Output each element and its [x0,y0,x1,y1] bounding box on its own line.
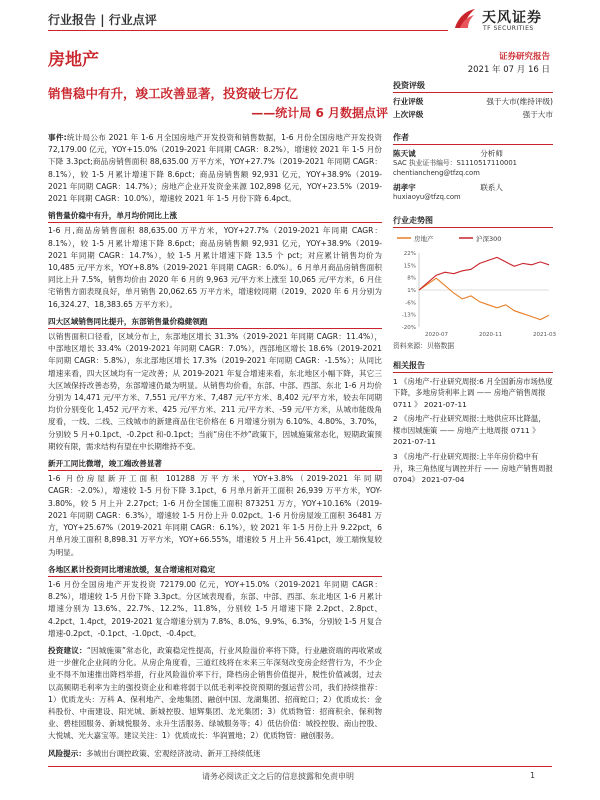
logo-mark-icon [452,6,478,32]
rating-heading: 投资评级 [393,80,553,93]
section-text: 多城出台调控政策、宏观经济波动、新开工持续低迷 [85,748,261,758]
report-type: 证券研究报告 [498,52,550,62]
related-report[interactable]: 2 《房地产-行业研究周报:土地供应环比降温，楼市因城施策 —— 房地产土地周报 0711 》 2021-07-11 [393,414,546,447]
series-line-房地产 [419,278,549,319]
y-tick-label: -13% [401,312,416,319]
industry-rating-row [393,96,553,107]
section-heading: 新开工同比微增，竣工端改善显著 [48,458,382,471]
section-heading: 四大区域销售同比提升，东部销售量价稳健领跑 [48,316,382,329]
prev-rating-row [393,109,553,120]
section-text: 1-6 月份全国房地产开发投资 72179.00 亿元，YOY+15.0%（2019-2021 年同期 CAGR：8.2%），增速较 1-5 月份下降 3.3pct。分区域表现看，东部、中部、西部、东北地区 1-6 月累计增速分别为 13.6%、22.7%、12.2%、11.8%，分别较 1-5 月增速下降 2.2pct、2.8pct、4.2pct、1.4pct，2019-2021 复合增速分别为 7.8%、8.0%、9.9%、6.3%，分别较 1-5 月复合增速-0.2pct、-0.1pct、-1.0pct、-0.4pct。 [48,579,382,638]
author-role: 分析师 [480,149,503,158]
report-title: 销售稳中有升，竣工改善显著，投资破七万亿 [48,86,299,101]
prev-rating-label: 上次评级 [393,110,424,119]
related-heading: 相关报告 [393,360,553,373]
footer-rule [48,766,552,767]
y-tick-label: 1% [407,287,416,294]
category-main: 行业报告 [48,13,97,27]
section-heading: 销售量价稳中有升，单月均价同比上涨 [48,210,382,223]
author-row [393,182,553,193]
section-text: 统计局公布 2021 年 1-6 月全国房地产开发投资和销售数据，1-6 月份全国房地产开发投资 72,179.00 亿元，YOY+15.0%（2019-2021 年同期 CAGR：8.2%），增速较 2021 年 1-5 月份下降 3.3pct;商品房销售面积 88,635.00 万平方米，YOY+27.7%（2019-2021 年同期 CAGR：8.1%），较 1-5 月累计增速下降 8.6pct；商品房销售额 92,931 亿元，YOY+38.9%（2019-2021 年同期 CAGR：14.7%）；房地产企业开发资金来源 102,898 亿元，YOY+23.5%（2019-2021 年同期 CAGR：10.0%），增速较 2021 年 1-5 月份下降 6.4pct。 [48,133,382,204]
section-heading: 各地区累计投资同比增速放缓，复合增速相对稳定 [48,564,382,577]
author-block [393,182,553,203]
author-role: 联系人 [480,183,503,192]
category-separator: | [100,13,105,27]
prev-rating-value: 强于大市 [522,110,553,119]
x-tick-label: 2020-11 [479,331,502,338]
section-recommendation [48,645,382,743]
section-sales [48,210,382,311]
chart-source: 资料来源：贝格数据 [393,341,455,350]
industry-rating-value: 强于大市(维持评级) [486,97,553,106]
section-text: “因城施策”常态化，政策稳定性提高，行业风险溢价率将下降，行业融资端的再收紧或进一步催化企业间的分化。从房企角度看，三道红线将在未来三年深刻改变房企经营行为，不少企业不得不加速推出降档举措，行业风险溢价率下行，降档房企销售价值提升，脱性价值减弱，过去以高频期毛利率为主的强投资企业和难将弱于以低毛利率投资预期的强运营公司，我们持续推荐：1）优质龙头：万科 A、保利地产、金地集团、融创中国、龙湖集团、招商蛇口；2）优质成长：金科股份、中南建设、阳光城、新城控股、旭辉集团、龙光集团；3）优质物管：招商积余、保利物业、碧桂园服务、新城悦服务、永升生活服务、绿城服务等；4）低估价值：城投控股、南山控股、大悦城、光大嘉宝等。建议关注：1）优质成长：华润置地；2）优质物管：融创服务。 [48,645,382,741]
section-text: 以销售面积口径看，区域分布上，东部地区增长 31.3%（2019-2021 年同期 CAGR：11.4%），中部地区增长 33.4%（2019-2021 年同期 CAGR：7.0%），西部地区增长 18.6%（2019-2021 年同期 CAGR：5.8%），东北部地区增长 17.3%（2019-2021 年同期 CAGR：-1.5%）；从同比增速来看，四大区域均有一定改善；从 2019-2021 年复合增速来看，东北地区小幅下降，其它三大区域保持改善态势，东部增速仍最为明显。从销售均价看，东部、中部、西部、东北 1-6 月均价分别为 14,471 元/平方米、7,551 元/平方米、7,487 元/平方米、8,402 元/平方米，较去年同期均价分别变化 1,452 元/平方米、425 元/平方米、211 元/平方米、-59 元/平方米，从城市能级角度看，一线、二线、三线城市的新建商品住宅价格在 6 月增速分别为 6.10%、4.80%、3.70%，分别较 5 月+0.1pct、-0.2pct 和-0.1pct；当前“房住不炒”政策下，因城施策常态化，短期政策预期较有限，需求结构有望在中长期维持不变。 [48,332,382,451]
section-lead: 投资建议： [48,645,87,655]
trend-chart-svg [393,231,556,339]
industry-rating-label: 行业评级 [393,97,424,106]
report-subtitle: ——统计局 6 月数据点评 [251,106,388,120]
sidebar [393,80,556,489]
y-tick-label: -20% [401,324,416,331]
y-tick-label: 8% [407,275,416,282]
y-tick-label: 22% [403,250,416,257]
section-lead: 事件: [48,133,67,142]
category-sub: 行业点评 [108,13,157,27]
author-heading: 作者 [393,132,553,145]
page-number: 1 [530,771,536,780]
sector-title: 房地产 [48,50,99,70]
report-date: 2021 年 07 月 16 日 [467,65,550,75]
x-tick-label: 2020-07 [425,331,448,338]
main-body [48,132,382,765]
author-name: 陈天诚 [393,149,416,158]
author-email[interactable]: chentiancheng@tfzq.com [393,168,480,177]
author-email[interactable]: huxiaoyu@tfzq.com [393,193,461,201]
logo-text-en: TF SECURITIES [483,25,534,32]
section-investment [48,564,382,640]
author-name: 胡孝宇 [393,183,416,192]
footer-disclaimer: 请务必阅读正文之后的信息披露和免责申明 [202,772,354,781]
x-tick-label: 2021-03 [533,331,556,338]
report-category [48,11,157,28]
section-construction [48,458,382,559]
y-tick-label: -6% [405,299,416,306]
related-report[interactable]: 1 《房地产-行业研究周报:6 月全国新房市场热度下降，多地房贷利率上调 —— 房地产销售周报 0711 》 2021-07-11 [393,376,553,409]
author-block [393,148,553,178]
page-header [0,0,600,38]
industry-trend-chart [393,231,556,339]
section-risk [48,748,382,760]
section-regions [48,316,382,453]
header-rule [48,30,448,31]
section-text: 1-6 月份房屋新开工面积 101288 万平方米，YOY+3.8%（2019-2021 年同期 CAGR：-2.0%），增速较 1-5 月份下降 3.1pct，6 月单月新开工面积 26,939 万平方米，YOY-3.80%，较 5 月上升 2.27pct；1-6 月份全国施工面积 873251 万方，YOY+10.16%（2019-2021 年同期 CAGR：6.3%），增速较 1-5 月份上升 0.02pct。1-6 月份房屋竣工面积 36481 万方，YOY+25.67%（2019-2021 年同期 CAGR：6.1%），较 2021 年 1-5 月份上升 9.22pct，6 月单月竣工面积 8,898.31 万平方米，YOY+66.55%，增速较 5 月上升 56.41pct，竣工端恢复较为明显。 [48,474,382,557]
legend-label: 沪深300 [476,234,502,243]
section-lead: 风险提示： [48,748,86,758]
section-event [48,132,382,205]
chart-heading: 行业走势图 [393,215,553,228]
logo-text-cn: 天风证券 [482,10,542,26]
legend-label: 房地产 [414,234,434,243]
company-logo [452,6,562,36]
section-text: 1-6 月,商品房销售面积 88,635.00 万平方米，YOY+27.7%（2019-2021 年同期 CAGR：8.1%），较 1-5 月累计增速下降 8.6pct；商品房销售额 92,931 亿元，YOY+38.9%（2019-2021 年同期 CAGR：14.7%），较 1-5 月累计增速下降 13.5 个 pct；对应累计销售均价为 10,485 元/平方米，YOY+8.8%（2019-2021 年同期 CAGR：6.0%）。6 月单月商品房销售面积同比上升 7.5%，销售均价由 2020 年 6 月的 9,963 元/平方米上涨至 10,065 元/平方米，6 月住宅销售方面表现良好，单月销售 20,062.65 万平方米，增速较同期（2019、2020 年 6 月分别为 16,324.27、18,383.65 万平方米）。 [48,226,382,309]
author-row [393,148,553,159]
series-line-沪深300 [419,257,549,290]
y-tick-label: 15% [403,262,416,269]
related-report[interactable]: 3 《房地产-行业研究周报:上半年房价稳中有升，珠三角热度与调控并行 —— 房地产销售周报 0704》 2021-07-04 [393,452,553,485]
author-cert: SAC 执业证书编号：S1110517110001 [393,159,517,167]
